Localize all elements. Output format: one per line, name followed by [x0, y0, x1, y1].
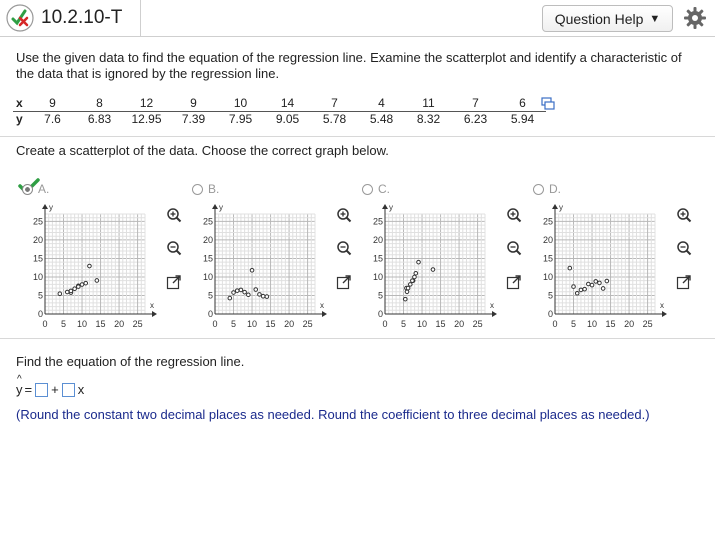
data-point [254, 288, 258, 292]
question-help-label: Question Help [554, 10, 644, 27]
y-tick-label: 25 [32, 216, 43, 227]
radio-c[interactable] [362, 184, 373, 195]
x-tick-label: 25 [302, 319, 313, 329]
option-b[interactable] [192, 182, 219, 196]
x-tick-label: 10 [77, 319, 88, 329]
y-cell: 12.95 [131, 112, 162, 126]
data-point [73, 287, 77, 291]
zoom-out-icon[interactable] [166, 240, 182, 256]
data-point [261, 294, 265, 298]
y-tick-label: 0 [207, 309, 213, 319]
data-point [84, 281, 88, 285]
x-row-label: x [13, 96, 29, 112]
zoom-in-icon[interactable] [336, 207, 352, 223]
x-axis-arrow [662, 311, 667, 317]
scatterplot-prompt: Create a scatterplot of the data. Choose the correct graph below. [16, 143, 389, 158]
data-table [13, 96, 546, 127]
x-tick-label: 10 [417, 319, 428, 329]
radio-a[interactable] [22, 184, 33, 195]
y-tick-label: 20 [32, 234, 43, 245]
data-point [69, 289, 73, 293]
coefficient-input[interactable] [62, 383, 75, 397]
x-cell: 7 [311, 96, 358, 112]
x-tick-label: 15 [95, 319, 106, 329]
option-c[interactable] [362, 182, 390, 196]
x-cell: 10 [217, 96, 264, 112]
zoom-in-icon[interactable] [676, 207, 692, 223]
data-point [598, 281, 602, 285]
hat-symbol: ^ [17, 374, 22, 385]
data-point [403, 297, 407, 301]
data-point [414, 271, 418, 275]
data-point [587, 282, 591, 286]
y-cell: 7.39 [181, 112, 206, 126]
top-bar [0, 0, 715, 37]
x-cell: 6 [499, 96, 546, 112]
x-cell: 7 [452, 96, 499, 112]
radio-b[interactable] [192, 184, 203, 195]
expand-graph-icon[interactable] [506, 274, 522, 290]
scatterplot-d[interactable] [532, 202, 672, 332]
x-cell: 14 [264, 96, 311, 112]
scatterplot-a[interactable] [22, 202, 162, 332]
rounding-note: (Round the constant two decimal places as needed. Round the coefficient to three decimal places as needed.) [16, 407, 650, 422]
caret-down-icon: ▼ [649, 12, 661, 25]
x-cell: 9 [29, 96, 76, 112]
data-point [228, 296, 232, 300]
gear-icon[interactable] [683, 6, 707, 30]
y-tick-label: 15 [372, 253, 383, 264]
data-point [572, 285, 576, 289]
y-axis-arrow [42, 204, 48, 209]
y-tick-label: 25 [542, 216, 553, 227]
y-hat-var: y [16, 382, 23, 397]
y-axis-arrow [552, 204, 558, 209]
data-point [77, 285, 81, 289]
y-cell: 9.05 [275, 112, 300, 126]
y-axis-label: y [49, 203, 53, 212]
y-tick-label: 20 [542, 234, 553, 245]
x-tick-label: 0 [42, 319, 48, 329]
x-axis-label: x [490, 301, 494, 310]
y-cell: 5.48 [369, 112, 394, 126]
data-point [575, 291, 579, 295]
plus-sign: + [51, 382, 59, 397]
y-tick-label: 5 [207, 290, 213, 301]
x-tick-label: 5 [571, 319, 577, 329]
y-cell: 7.6 [44, 112, 61, 126]
y-tick-label: 0 [37, 309, 43, 319]
x-axis-arrow [322, 311, 327, 317]
y-tick-label: 10 [542, 271, 553, 282]
zoom-out-icon[interactable] [506, 240, 522, 256]
data-point [417, 260, 421, 264]
data-point [58, 292, 62, 296]
divider [0, 136, 715, 137]
y-axis-arrow [382, 204, 388, 209]
copy-data-icon[interactable] [541, 97, 555, 111]
x-var: x [77, 382, 85, 397]
zoom-in-icon[interactable] [166, 207, 182, 223]
y-cell: 8.32 [416, 112, 441, 126]
y-axis-label: y [559, 203, 563, 212]
data-point [88, 264, 92, 268]
data-point [247, 293, 251, 297]
x-axis-label: x [320, 301, 324, 310]
x-tick-label: 5 [401, 319, 407, 329]
data-point [601, 287, 605, 291]
x-tick-label: 20 [284, 319, 295, 329]
x-row [13, 96, 546, 112]
title-box [0, 0, 141, 36]
x-tick-label: 10 [247, 319, 258, 329]
y-axis-label: y [389, 203, 393, 212]
data-point [235, 289, 239, 293]
y-cell: 5.78 [322, 112, 347, 126]
zoom-out-icon[interactable] [336, 240, 352, 256]
y-cell: 6.23 [463, 112, 488, 126]
y-tick-label: 5 [37, 290, 43, 301]
data-point [405, 290, 409, 294]
x-tick-label: 5 [61, 319, 67, 329]
x-tick-label: 0 [212, 319, 218, 329]
data-point [411, 279, 415, 283]
x-tick-label: 10 [587, 319, 598, 329]
data-point [95, 279, 99, 283]
data-point [250, 268, 254, 272]
x-axis-label: x [660, 301, 664, 310]
x-tick-label: 15 [605, 319, 616, 329]
x-cell: 8 [76, 96, 123, 112]
x-axis-label: x [150, 301, 154, 310]
x-cell: 11 [405, 96, 452, 112]
data-point [265, 295, 269, 299]
y-tick-label: 15 [542, 253, 553, 264]
y-row-label: y [16, 112, 23, 126]
equation-row [16, 374, 85, 397]
data-point [590, 283, 594, 287]
y-tick-label: 10 [32, 271, 43, 282]
constant-input[interactable] [35, 383, 48, 397]
option-d-label: D. [549, 182, 561, 196]
x-tick-label: 0 [552, 319, 558, 329]
data-point [65, 290, 69, 294]
y-hat [16, 374, 23, 397]
y-axis-label: y [219, 203, 223, 212]
data-point [239, 288, 243, 292]
y-tick-label: 20 [372, 234, 383, 245]
x-cell: 4 [358, 96, 405, 112]
y-cell: 5.94 [510, 112, 535, 126]
option-a[interactable] [22, 182, 49, 196]
x-tick-label: 25 [132, 319, 143, 329]
question-title: 10.2.10-T [41, 7, 123, 28]
y-tick-label: 15 [202, 253, 213, 264]
x-axis-arrow [152, 311, 157, 317]
data-point [408, 283, 412, 287]
data-point [258, 293, 262, 297]
option-a-label: A. [38, 182, 50, 196]
y-tick-label: 15 [32, 253, 43, 264]
y-row [13, 112, 546, 128]
zoom-in-icon[interactable] [506, 207, 522, 223]
data-point [232, 291, 236, 295]
y-cell: 6.83 [87, 112, 112, 126]
question-help-button[interactable] [542, 5, 673, 32]
y-tick-label: 5 [377, 290, 383, 301]
zoom-out-icon[interactable] [676, 240, 692, 256]
divider [0, 338, 715, 339]
data-point [583, 287, 587, 291]
equation-prompt: Find the equation of the regression line. [16, 354, 245, 369]
y-axis-arrow [212, 204, 218, 209]
data-point [568, 266, 572, 270]
x-tick-label: 5 [231, 319, 237, 329]
data-point [431, 268, 435, 272]
x-axis-arrow [492, 311, 497, 317]
incorrect-partial-icon [5, 3, 35, 33]
expand-graph-icon[interactable] [336, 274, 352, 290]
y-tick-label: 5 [547, 290, 553, 301]
y-tick-label: 0 [547, 309, 553, 319]
data-point [605, 279, 609, 283]
option-b-label: B. [208, 182, 220, 196]
expand-graph-icon[interactable] [166, 274, 182, 290]
data-point [413, 275, 417, 279]
expand-graph-icon[interactable] [676, 274, 692, 290]
data-point [406, 286, 410, 290]
y-tick-label: 10 [372, 271, 383, 282]
y-cell: 7.95 [228, 112, 253, 126]
instructions-text: Use the given data to find the equation of the regression line. Examine the scatterplot and identify a characteristic of the data that is ignored by the regression line. [16, 50, 682, 81]
x-tick-label: 15 [265, 319, 276, 329]
y-tick-label: 25 [202, 216, 213, 227]
y-tick-label: 20 [202, 234, 213, 245]
y-tick-label: 10 [202, 271, 213, 282]
x-cell: 12 [123, 96, 170, 112]
x-cell: 9 [170, 96, 217, 112]
x-tick-label: 20 [454, 319, 465, 329]
scatterplot-c[interactable] [362, 202, 502, 332]
x-tick-label: 20 [114, 319, 125, 329]
data-point [594, 280, 598, 284]
x-tick-label: 15 [435, 319, 446, 329]
data-point [243, 290, 247, 294]
data-point [80, 283, 84, 287]
x-tick-label: 20 [624, 319, 635, 329]
option-d[interactable] [533, 182, 561, 196]
y-tick-label: 0 [377, 309, 383, 319]
x-tick-label: 0 [382, 319, 388, 329]
radio-d[interactable] [533, 184, 544, 195]
scatterplot-b[interactable] [192, 202, 332, 332]
x-tick-label: 25 [472, 319, 483, 329]
y-tick-label: 25 [372, 216, 383, 227]
option-c-label: C. [378, 182, 390, 196]
x-tick-label: 25 [642, 319, 653, 329]
data-point [579, 288, 583, 292]
equals-sign: = [24, 382, 33, 397]
